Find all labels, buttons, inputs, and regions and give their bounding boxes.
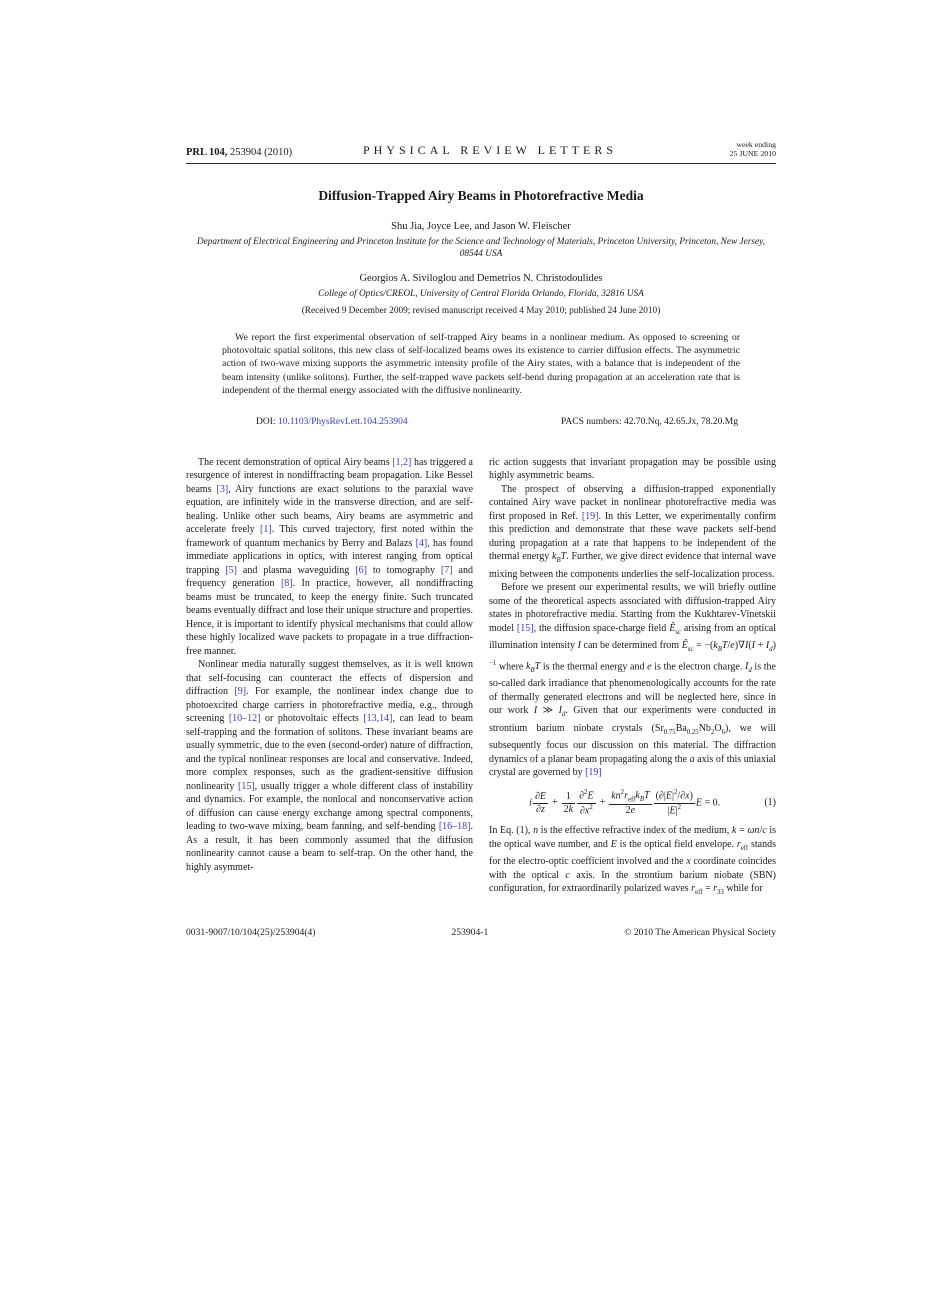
citation-link[interactable]: [9] (234, 686, 247, 698)
affiliation-1: Department of Electrical Engineering and Princeton Institute for the Science and Technology of Materials, Princeton University, Princeton, New Jersey, 08544 USA (196, 237, 766, 259)
citation-link[interactable]: [4] (415, 537, 428, 549)
equation-1-row (489, 789, 776, 817)
week-ending (599, 140, 776, 158)
paragraph: Before we present our experimental results, we will briefly outline some of the theoretical aspects associated with diffusion-trapped Airy states in photorefractive media. Starting from the Kukhtarev-Vinetskii model [15], the diffusion space-charge field $Ê_{sc}$ arising from an optical illumination intensity I can be determined from $Ê_{sc} = -(k_BT/e)\nabla I(I + I_d)^{-1}$ where $k_BT$ is the thermal energy and e is the electron charge. $I_d$ is the so-called dark irradiance that phenomenologically accounts for the rate of thermally generated electrons and will be neglected here, since in our work I ≫ $I_d$. Given that our experiments were conducted in strontium barium niobate crystals $(Sr_{0.75}Ba_{0.25}Nb_2O_6)$, we will subsequently focus our discussion on this material. The diffraction dynamics of a planar beam propagating along the a axis of this uniaxial crystal are governed by [19] (489, 582, 777, 779)
citation-link[interactable]: [7] (440, 564, 453, 576)
doi-link[interactable]: 10.1103/PhysRevLett.104.253904 (277, 416, 408, 427)
two-column-body (186, 456, 776, 900)
journal-citation (186, 147, 363, 158)
page-content (186, 0, 776, 938)
citation-link[interactable]: [5] (225, 564, 237, 576)
citation-link[interactable]: [15] (238, 780, 255, 792)
citation-link[interactable]: [8] (280, 578, 293, 590)
citation-link[interactable]: [1] (260, 524, 272, 536)
citation-link[interactable]: [13,14] (363, 713, 393, 725)
paragraph: The prospect of observing a diffusion-trapped exponentially contained Airy wave packet in nonlinear photorefractive media was first proposed in Ref. [19]. In this Letter, we experimentally confirm this prediction and demonstrate that these wave packets self-bend during propagation at a rate that happens to be independent of the thermal energy $k_BT$. Further, we give direct evidence that internal wave mixing between the components underlies the self-localization process. (489, 483, 776, 580)
citation-link[interactable]: [6] (355, 564, 367, 576)
authors-group-2: Georgios A. Siviloglou and Demetrios N. Christodoulides (359, 273, 603, 284)
right-column (489, 456, 776, 900)
paragraph: ric action suggests that invariant propagation may be possible using highly asymmetric beams. (489, 456, 776, 482)
journal-abbrev-volume: PRL 104, (186, 147, 228, 158)
citation-link[interactable]: [16–18] (438, 821, 471, 833)
header-divider (186, 163, 776, 164)
doi-label: DOI: (256, 416, 278, 427)
abstract: We report the first experimental observation of self-trapped Airy beams in a nonlinear medium. As opposed to screening or photovoltaic spatial solitons, this new class of self-localized beams owes its existence to carrier diffusion effects. The asymmetric action of two-wave mixing supports the asymmetric intensity profile of the Airy states, with a balance that is independent of the beam intensity (unlike solitons). Further, the self-trapped wave packets self-bend during propagation at an acceleration rate that is independent of the thermal energy associated with the diffusive nonlinearity. (222, 331, 740, 397)
citation-link[interactable]: [15] (516, 622, 534, 634)
authors-group-1: Shu Jia, Joyce Lee, and Jason W. Fleischer (391, 221, 571, 232)
left-column (186, 456, 473, 900)
journal-header (186, 140, 776, 158)
affiliation-2: College of Optics/CREOL, University of Central Florida Orlando, Florida, 32816 USA (318, 289, 644, 299)
page-number: 253904-1 (451, 926, 489, 938)
received-dates: (Received 9 December 2009; revised manuscript received 4 May 2010; published 24 June 2010) (301, 305, 661, 316)
doi-pacs-row (256, 417, 738, 427)
pacs-numbers: PACS numbers: 42.70.Nq, 42.65.Jx, 78.20.Mg (560, 416, 738, 427)
equation-1: i $\frac{\partial E}{\partial z}$ + $\frac{1}{2k}$ $\frac{\partial^2E}{\partial x^2}$ + $\frac{kn^2r_{eff}k_BT}{2e}$ $\frac{(\partial|E|^2/\partial x)}{|E|^2}$ E = 0. (529, 788, 721, 817)
paragraph: In Eq. (1), n is the effective refractive index of the medium, k = ωn/c is the optical wave number, and E is the optical field envelope. $r_{eff}$ stands for the electro-optic coefficient involved and the x coordinate coincides with the optical c axis. In the strontium barium niobate (SBN) configuration, for extraordinarily polarized waves $r_{eff} = r_{33}$ while for (489, 825, 777, 897)
issue-date: 25 JUNE 2010 (729, 149, 776, 158)
paragraph: The recent demonstration of optical Airy beams [1,2] has triggered a resurgence of interest in nondiffracting beam propagation. Like Bessel beams [3], Airy functions are exact solutions to the paraxial wave equation, are infinitely wide in the transverse direction, and are self-healing. Unlike other such beams, Airy beams are asymmetric and accelerate freely [1]. This curved trajectory, first noted within the framework of quantum mechanics by Berry and Balazs [4], has found immediate applications in optics, with interest ranging from optical trapping [5] and plasma waveguiding [6] to tomography [7] and frequency generation [8]. In practice, however, all nondiffracting beams must be truncated, to keep the energy finite. Such truncated beams eventually diffract and lose their unique structure and properties. Hence, it is important to identify physical mechanisms that could allow these highly localized wave packets to propagate in a true diffraction-free manner. (186, 456, 474, 657)
equation-1-number: (1) (764, 797, 776, 809)
citation-link[interactable]: [1,2] (392, 456, 412, 468)
doi-entry (256, 417, 408, 427)
article-number-year: 253904 (2010) (227, 147, 293, 158)
citation-link[interactable]: [19] (585, 767, 602, 779)
citation-link[interactable]: [10–12] (228, 713, 261, 725)
citation-link[interactable]: [19] (581, 510, 599, 522)
page-footer (186, 927, 776, 938)
journal-name: PHYSICAL REVIEW LETTERS (363, 143, 617, 157)
citation-link[interactable]: [3] (216, 483, 229, 495)
paper-title: Diffusion-Trapped Airy Beams in Photorefractive Media (318, 188, 644, 203)
copyright: © 2010 The American Physical Society (624, 926, 776, 938)
week-ending-label: week ending (736, 140, 776, 149)
issn-codes: 0031-9007/10/104(25)/253904(4) (186, 926, 316, 938)
paragraph: Nonlinear media naturally suggest themselves, as it is well known that self-focusing can counteract the effects of dispersion and diffraction [9]. For example, the nonlinear index change due to photoexcited charge carriers in photorefractive media, e.g., through screening [10–12] or photovoltaic effects [13,14], can lead to beam self-trapping and the formation of solitons. These invariant beams are usually symmetric, due to the even (second-order) nature of diffraction, and the typical nonlinear responses are local and conservative. Indeed, more complex responses, such as the gradient-sensitive diffusion nonlinearity [15], usually trigger a whole different class of instability and dynamics. For example, the nonlocal and nonconservative action of diffusion can cause energy exchange among spectral components, leading to two-wave mixing, beam fanning, and self-bending [16–18]. As a result, it has been commonly assumed that the diffusion nonlinearity cannot cause a beam to self-trap. On the other hand, the highly asymmet- (186, 659, 473, 873)
